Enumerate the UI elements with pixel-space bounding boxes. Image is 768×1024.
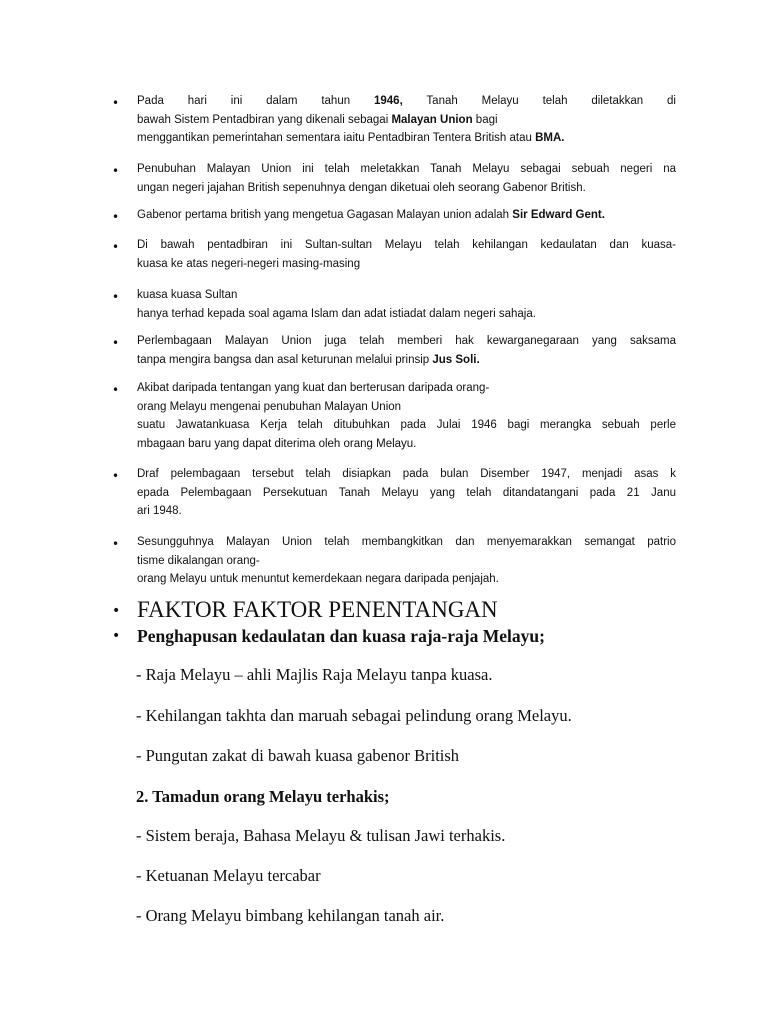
bullet-paragraph (137, 236, 676, 273)
bullet-paragraph (137, 465, 676, 521)
paragraph-line (137, 570, 676, 589)
text-run: ari 1948. (137, 505, 182, 517)
bullet-dot: • (112, 336, 120, 350)
paragraph-line (137, 286, 676, 305)
bold-text: Sir Edward Gent. (512, 209, 605, 221)
text-run: Draf pelembagaan tersebut telah disiapkan pada bulan Disember 1947, menjadi asas k (137, 468, 676, 480)
bold-text: Jus Soli. (432, 353, 480, 366)
paragraph-line (137, 435, 676, 454)
text-run: Akibat daripada tentangan yang kuat dan berterusan daripada orang- (137, 382, 490, 394)
text-run: kuasa kuasa Sultan (137, 289, 238, 301)
bullet-dot: • (112, 96, 120, 110)
paragraph-line (137, 416, 676, 435)
bullet-dot: • (112, 164, 120, 178)
paragraph-line (137, 206, 676, 225)
paragraph-line (137, 129, 676, 148)
text-run: orang Melayu untuk menuntut kemerdekaan negara daripada penjajah. (137, 573, 499, 585)
point-item: - Pungutan zakat di bawah kuasa gabenor British (136, 746, 460, 765)
subheading-bullet: • (112, 628, 121, 644)
paragraph-line (137, 332, 676, 351)
text-run: Pada hari ini dalam tahun (137, 95, 374, 107)
text-run: Penubuhan Malayan Union ini telah meletakkan Tanah Melayu sebagai sebuah negeri na (137, 163, 676, 175)
paragraph-line (137, 351, 676, 370)
text-run: tisme dikalangan orang- (137, 554, 260, 567)
text-run: menggantikan pemerintahan sementara iaitu Pentadbiran Tentera British atau (137, 132, 536, 144)
text-run: orang Melayu mengenai penubuhan Malayan Union (137, 400, 402, 413)
bullet-paragraph (137, 206, 676, 225)
bullet-dot: • (112, 383, 120, 397)
point-subheading: 2. Tamadun orang Melayu terhakis; (136, 787, 390, 806)
text-run: Gabenor pertama british yang mengetua Gagasan Malayan union adalah (137, 209, 513, 221)
bullet-paragraph (137, 379, 676, 453)
text-run: bawah Sistem Pentadbiran yang dikenali sebagai (137, 113, 392, 126)
bullet-dot: • (112, 240, 120, 254)
text-run: ungan negeri jajahan British sepenuhnya dengan diketuai oleh seorang Gabenor British. (137, 181, 586, 194)
text-run: kuasa ke atas negeri-negeri masing-masing (137, 257, 361, 270)
bold-text: BMA. (535, 132, 565, 144)
bullet-paragraph (137, 332, 676, 369)
paragraph-line (137, 484, 676, 503)
bullet-paragraph (137, 92, 676, 148)
text-run: hanya terhad kepada soal agama Islam dan adat istiadat dalam negeri sahaja. (137, 307, 536, 320)
paragraph-line (137, 379, 676, 398)
bold-text: 1946, (373, 95, 403, 107)
text-run: suatu Jawatankuasa Kerja telah ditubuhkan pada Julai 1946 bagi merangka sebuah perle (137, 419, 676, 431)
paragraph-line (137, 533, 676, 552)
paragraph-line (137, 465, 676, 484)
bullet-dot: • (112, 210, 120, 224)
bullet-dot: • (112, 290, 120, 304)
bullet-paragraph (137, 533, 676, 589)
point-item: - Sistem beraja, Bahasa Melayu & tulisan Jawi terhakis. (136, 826, 506, 845)
text-run: tanpa mengira bangsa dan asal keturunan melalui prinsip (137, 353, 433, 366)
point-item: - Ketuanan Melayu tercabar (136, 866, 321, 885)
heading-bullet: • (112, 603, 121, 619)
paragraph-line (137, 305, 676, 324)
section-subheading: Penghapusan kedaulatan dan kuasa raja-raja Melayu; (137, 626, 545, 646)
text-run: Tanah Melayu telah diletakkan di (402, 95, 676, 107)
bullet-dot: • (112, 537, 120, 551)
text-run: mbagaan baru yang dapat diterima oleh orang Melayu. (137, 437, 417, 450)
bullet-paragraph (137, 286, 676, 323)
bold-text: Malayan Union (391, 113, 473, 126)
bullet-paragraph (137, 160, 676, 197)
paragraph-line (137, 552, 676, 571)
text-run: Sesungguhnya Malayan Union telah membangkitkan dan menyemarakkan semangat patrio (137, 536, 676, 548)
text-run: Di bawah pentadbiran ini Sultan-sultan Melayu telah kehilangan kedaulatan dan kuasa- (137, 239, 676, 251)
text-run: epada Pelembagaan Persekutuan Tanah Melayu yang telah ditandatangani pada 21 Janu (137, 486, 676, 499)
paragraph-line (137, 160, 676, 179)
bullet-dot: • (112, 469, 120, 483)
point-item: - Orang Melayu bimbang kehilangan tanah air. (136, 906, 445, 925)
point-item: - Kehilangan takhta dan maruah sebagai pelindung orang Melayu. (136, 706, 572, 725)
paragraph-line (137, 502, 676, 521)
paragraph-line (137, 236, 676, 255)
text-run: bagi (472, 113, 498, 126)
text-run: Perlembagaan Malayan Union juga telah memberi hak kewarganegaraan yang saksama (137, 335, 676, 347)
point-item: - Raja Melayu – ahli Majlis Raja Melayu tanpa kuasa. (136, 665, 493, 684)
paragraph-line (137, 111, 676, 130)
paragraph-line (137, 92, 676, 111)
section-heading: FAKTOR FAKTOR PENENTANGAN (137, 597, 498, 622)
paragraph-line (137, 255, 676, 274)
paragraph-line (137, 398, 676, 417)
paragraph-line (137, 179, 676, 198)
